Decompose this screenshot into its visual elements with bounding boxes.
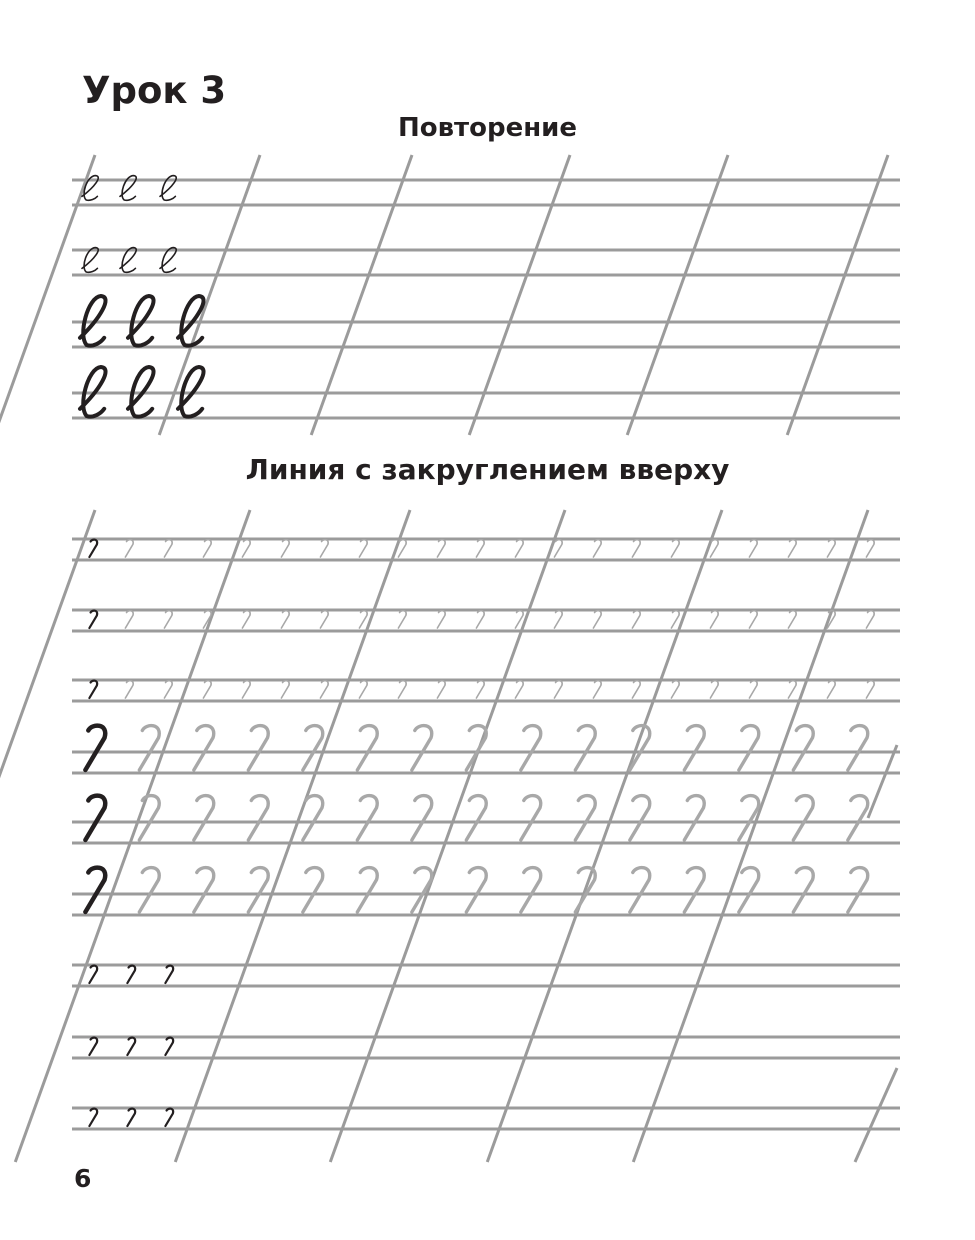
rounded-stroke-trace — [788, 681, 796, 698]
rounded-stroke-sample — [85, 796, 105, 840]
rounded-stroke-trace — [194, 796, 214, 840]
rounded-stroke-trace — [684, 726, 704, 770]
rounded-stroke-sample — [89, 1109, 97, 1126]
section-title-rounded-line: Линия с закруглением вверху — [245, 453, 730, 486]
sample-letters-section-1 — [80, 176, 204, 417]
rounded-stroke-trace — [466, 868, 486, 912]
rounded-stroke-trace — [125, 681, 133, 698]
rounded-stroke-trace — [793, 796, 813, 840]
rounded-stroke-sample — [89, 1038, 97, 1055]
rounded-stroke-trace — [194, 868, 214, 912]
rounded-stroke-trace — [476, 681, 484, 698]
rounded-stroke-trace — [749, 681, 757, 698]
rounded-stroke-trace — [248, 796, 268, 840]
rounded-stroke-trace — [320, 540, 328, 557]
rounded-stroke-trace — [164, 540, 172, 557]
rounded-stroke-trace — [476, 540, 484, 557]
rounded-stroke-trace — [827, 540, 835, 557]
rounded-stroke-trace — [554, 540, 562, 557]
rounded-stroke-sample — [165, 1038, 173, 1055]
rounded-stroke-trace — [521, 796, 541, 840]
rounded-stroke-trace — [281, 540, 289, 557]
rounded-stroke-trace — [242, 681, 250, 698]
rounded-stroke-trace — [303, 868, 323, 912]
rounded-stroke-trace — [242, 540, 250, 557]
rounded-stroke-trace — [203, 540, 211, 557]
rounded-stroke-trace — [848, 796, 868, 840]
rounded-stroke-sample — [89, 540, 97, 557]
rounded-stroke-trace — [320, 611, 328, 628]
rounded-stroke-trace — [710, 611, 718, 628]
rounded-stroke-trace — [125, 540, 133, 557]
practice-lines-section-2 — [0, 510, 900, 1162]
rounded-stroke-trace — [827, 681, 835, 698]
rounded-stroke-trace — [437, 540, 445, 557]
rounded-stroke-trace — [575, 726, 595, 770]
rounded-stroke-trace — [437, 681, 445, 698]
rounded-stroke-trace — [793, 868, 813, 912]
rounded-stroke-trace — [848, 726, 868, 770]
slant-line — [175, 510, 410, 1162]
rounded-stroke-trace — [554, 681, 562, 698]
rounded-stroke-trace — [749, 540, 757, 557]
rounded-stroke-trace — [630, 868, 650, 912]
rounded-stroke-trace — [521, 726, 541, 770]
rounded-stroke-trace — [515, 540, 523, 557]
rounded-stroke-trace — [593, 611, 601, 628]
rounded-stroke-trace — [671, 540, 679, 557]
rounded-stroke-trace — [412, 726, 432, 770]
rounded-stroke-trace — [248, 726, 268, 770]
rounded-stroke-trace — [139, 796, 159, 840]
rounded-stroke-trace — [739, 726, 759, 770]
rounded-stroke-trace — [575, 796, 595, 840]
rounded-stroke-trace — [412, 796, 432, 840]
page-number: 6 — [74, 1164, 92, 1193]
section-title-repetition: Повторение — [397, 113, 578, 143]
rounded-stroke-trace — [630, 796, 650, 840]
rounded-stroke-trace — [476, 611, 484, 628]
rounded-stroke-trace — [139, 868, 159, 912]
rounded-stroke-trace — [359, 540, 367, 557]
rounded-stroke-trace — [357, 726, 377, 770]
rounded-stroke-trace — [632, 540, 640, 557]
rounded-stroke-trace — [848, 868, 868, 912]
rounded-stroke-trace — [866, 681, 874, 698]
rounded-stroke-trace — [398, 611, 406, 628]
rounded-stroke-trace — [710, 540, 718, 557]
rounded-stroke-trace — [437, 611, 445, 628]
rounded-stroke-sample — [85, 726, 105, 770]
rounded-stroke-sample — [127, 966, 135, 983]
rounded-stroke-trace — [788, 611, 796, 628]
rounded-stroke-sample — [165, 1109, 173, 1126]
rounded-stroke-sample — [127, 1038, 135, 1055]
rounded-stroke-trace — [398, 540, 406, 557]
slant-line — [633, 510, 868, 1162]
rounded-stroke-trace — [242, 611, 250, 628]
rounded-stroke-trace — [194, 726, 214, 770]
rounded-stroke-trace — [630, 726, 650, 770]
rounded-stroke-trace — [466, 726, 486, 770]
rounded-stroke-trace — [320, 681, 328, 698]
rounded-stroke-trace — [139, 726, 159, 770]
rounded-stroke-trace — [357, 868, 377, 912]
rounded-stroke-trace — [788, 540, 796, 557]
slant-line — [0, 510, 95, 1162]
rounded-stroke-trace — [357, 796, 377, 840]
rounded-stroke-trace — [593, 681, 601, 698]
rounded-stroke-trace — [164, 681, 172, 698]
rounded-stroke-sample — [85, 868, 105, 912]
rounded-stroke-sample — [89, 966, 97, 983]
rounded-stroke-trace — [749, 611, 757, 628]
rounded-stroke-trace — [632, 681, 640, 698]
rounded-stroke-trace — [671, 611, 679, 628]
rounded-stroke-trace — [671, 681, 679, 698]
rounded-stroke-trace — [248, 868, 268, 912]
rounded-stroke-trace — [281, 681, 289, 698]
slant-line — [15, 510, 250, 1162]
slant-line — [868, 745, 897, 818]
rounded-stroke-trace — [554, 611, 562, 628]
rounded-stroke-trace — [593, 540, 601, 557]
rounded-stroke-trace — [466, 796, 486, 840]
rounded-stroke-trace — [164, 611, 172, 628]
rounded-stroke-trace — [281, 611, 289, 628]
slant-line — [855, 1068, 897, 1162]
rounded-stroke-sample — [89, 611, 97, 628]
rounded-stroke-trace — [866, 611, 874, 628]
rounded-stroke-sample — [165, 966, 173, 983]
rounded-stroke-trace — [359, 681, 367, 698]
rounded-stroke-trace — [866, 540, 874, 557]
rounded-stroke-trace — [125, 611, 133, 628]
rounded-stroke-trace — [359, 611, 367, 628]
rounded-stroke-trace — [684, 796, 704, 840]
slant-line — [330, 510, 565, 1162]
rounded-stroke-trace — [203, 681, 211, 698]
lesson-title: Урок 3 — [82, 69, 227, 112]
rounded-stroke-trace — [398, 681, 406, 698]
rounded-stroke-trace — [710, 681, 718, 698]
rounded-stroke-trace — [739, 868, 759, 912]
rounded-stroke-trace — [684, 868, 704, 912]
rounded-stroke-trace — [515, 681, 523, 698]
rounded-stroke-sample — [127, 1109, 135, 1126]
rounded-stroke-trace — [632, 611, 640, 628]
rounded-stroke-trace — [521, 868, 541, 912]
rounded-stroke-trace — [793, 726, 813, 770]
rounded-stroke-sample — [89, 681, 97, 698]
